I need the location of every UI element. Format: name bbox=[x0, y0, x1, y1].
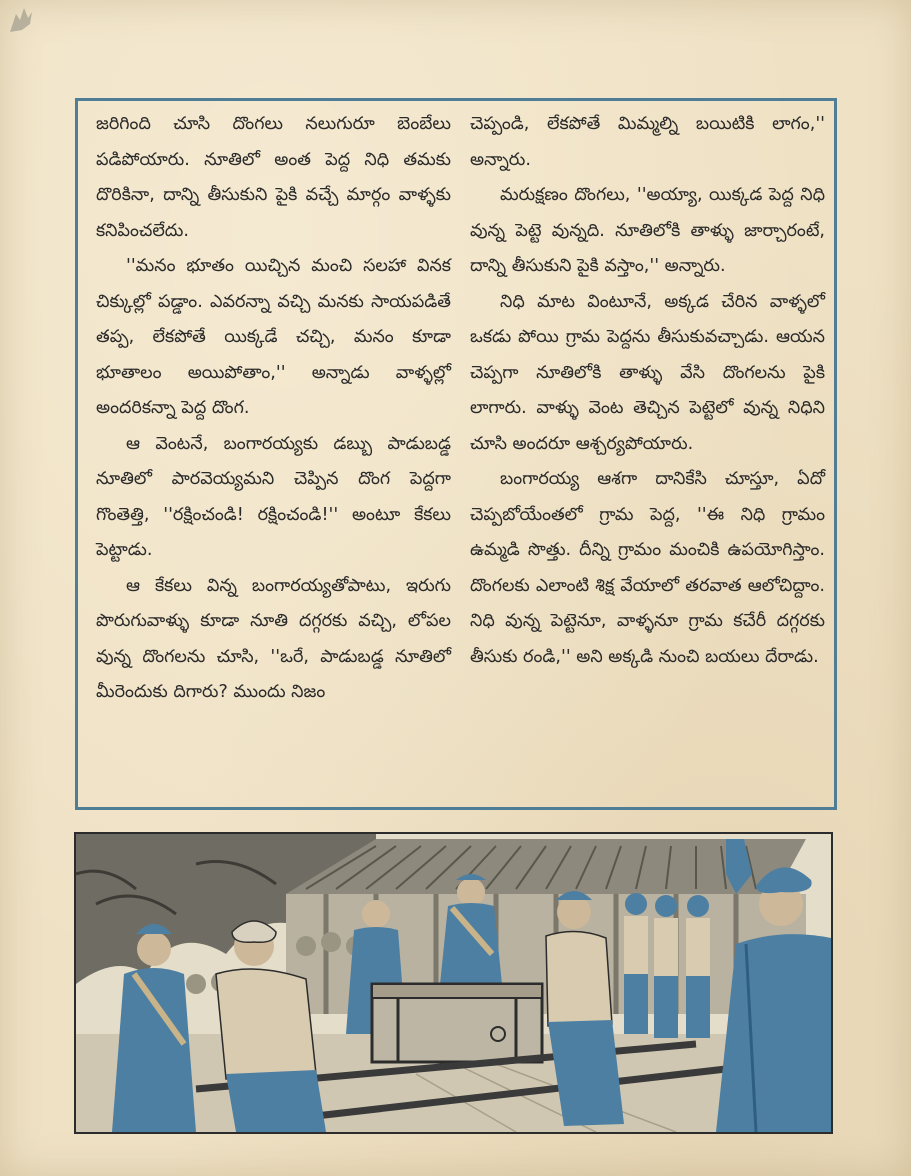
paragraph: ఆ వెంటనే, బంగారయ్యకు డబ్బు పాడుబడ్డ నూతిలో పారవెయ్యమని చెప్పిన దొంగ పెద్దగా గొంతెత్తి, ''రక్షించండి! రక్షించండి!'' అంటూ కేకలు పెట్టాడు. bbox=[96, 433, 451, 560]
paragraph: మరుక్షణం దొంగలు, ''అయ్యా, యిక్కడ పెద్ద నిధి వున్న పెట్టె వున్నది. నూతిలోకి తాళ్ళు జార్చారంటే, దాన్ని తీసుకుని పైకి వస్తాం,'' అన్నారు. bbox=[470, 185, 825, 276]
story-illustration bbox=[74, 832, 833, 1134]
right-text-column bbox=[470, 107, 825, 675]
paragraph: జరిగింది చూసి దొంగలు నలుగురూ బెంబేలు పడిపోయారు. నూతిలో అంత పెద్ద నిధి తమకు దొరికినా, దాన్ని తీసుకుని పైకి వచ్చే మార్గం వాళ్ళకు కనిపించలేదు. bbox=[96, 114, 451, 241]
story-text-frame bbox=[75, 98, 837, 810]
paragraph: చెప్పండి, లేకపోతే మిమ్మల్ని బయిటికి లాగం,'' అన్నారు. bbox=[470, 114, 825, 170]
paper-tear-mark bbox=[8, 4, 42, 34]
paragraph: బంగారయ్య ఆశగా దానికేసి చూస్తూ, ఏదో చెప్పబోయేంతలో గ్రామ పెద్ద, ''ఈ నిధి గ్రామం ఉమ్మడి సొత్తు. దీన్ని గ్రామం మంచికి ఉపయోగిస్తాం. దొంగలకు ఎలాంటి శిక్ష వేయాలో తరవాత ఆలోచిద్దాం. నిధి వున్న పెట్టెనూ, వాళ్ళనూ గ్రామ కచేరీ దగ్గరకు తీసుకు రండి,'' అని అక్కడి నుంచి బయలు దేరాడు. bbox=[470, 469, 825, 667]
paragraph: నిధి మాట వింటూనే, అక్కడ చేరిన వాళ్ళలో ఒకడు పోయి గ్రామ పెద్దను తీసుకువచ్చాడు. ఆయన చెప్పగా నూతిలోకి తాళ్ళు వేసి దొంగలను పైకి లాగారు. వాళ్ళు వెంట తెచ్చిన పెట్టెలో వున్న నిధిని చూసి అందరూ ఆశ్చర్యపోయారు. bbox=[470, 291, 825, 454]
left-text-column bbox=[96, 107, 451, 711]
villagers-carrying-treasure-chest-drawing bbox=[76, 834, 831, 1132]
paragraph: ''మనం భూతం యిచ్చిన మంచి సలహా వినక చిక్కుల్లో పడ్డాం. ఎవరన్నా వచ్చి మనకు సాయపడితే తప్ప, లేకపోతే యిక్కడే చచ్చి, మనం కూడా భూతాలం అయిపోతాం,'' అన్నాడు వాళ్ళల్లో అందరికన్నా పెద్ద దొంగ. bbox=[96, 256, 451, 418]
paragraph: ఆ కేకలు విన్న బంగారయ్యతోపాటు, ఇరుగు పొరుగువాళ్ళు కూడా నూతి దగ్గరకు వచ్చి, లోపల వున్న దొంగలను చూసి, ''ఒరే, పాడుబడ్డ నూతిలో మీరెందుకు దిగారు? ముందు నిజం bbox=[96, 575, 451, 702]
